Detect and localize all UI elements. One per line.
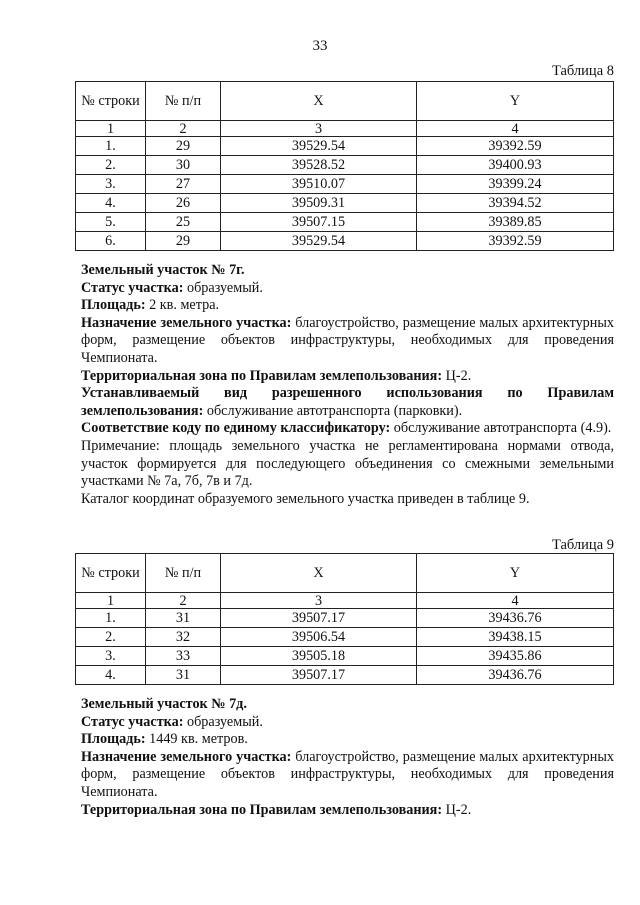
table-cell: 1. xyxy=(76,137,146,156)
table-row xyxy=(76,647,614,666)
catalog-text: Каталог координат образуемого земельного участка приведен в таблице 9. xyxy=(81,490,530,507)
purpose-label: Назначение земельного участка: xyxy=(81,314,292,331)
table-cell: 29 xyxy=(146,137,221,156)
plot-7g-section xyxy=(81,262,614,508)
use-label: Устанавливаемый вид разрешенного использования по Правилам землепользования: xyxy=(81,385,614,419)
table-cell: 39394.52 xyxy=(417,194,614,213)
purpose-value: благоустройство, размещение малых архитектурных форм, размещение объектов инфраструктуры, необходимых для проведения Чемпионата. xyxy=(81,314,614,366)
table-9-caption: Таблица 9 xyxy=(551,537,614,553)
table-cell: 2. xyxy=(76,156,146,175)
table-cell: 39400.93 xyxy=(417,156,614,175)
table-cell: 29 xyxy=(146,232,221,251)
table-cell: 39506.54 xyxy=(221,628,417,647)
table-cell: 31 xyxy=(146,609,221,628)
purpose-value: благоустройство, размещение малых архитектурных форм, размещение объектов инфраструктуры, необходимых для проведения Чемпионата. xyxy=(81,748,614,800)
header-y: Y xyxy=(417,82,614,121)
table-cell: 2 xyxy=(146,593,221,609)
purpose-label: Назначение земельного участка: xyxy=(81,748,292,765)
table-cell: 39392.59 xyxy=(417,137,614,156)
area-value: 1449 кв. метров. xyxy=(145,731,248,748)
table-cell: 4 xyxy=(417,121,614,137)
table-cell: 3 xyxy=(221,121,417,137)
page-number: 33 xyxy=(312,38,328,54)
table-cell: 39399.24 xyxy=(417,175,614,194)
table-row xyxy=(76,232,614,251)
table-cell: 39436.76 xyxy=(417,666,614,685)
table-cell: 39505.18 xyxy=(221,647,417,666)
table-cell: 39529.54 xyxy=(221,232,417,251)
table-9 xyxy=(75,553,614,685)
table-cell: 6. xyxy=(76,232,146,251)
column-number-row xyxy=(76,121,614,137)
table-cell: 39507.15 xyxy=(221,213,417,232)
code-value: обслуживание автотранспорта (4.9). xyxy=(390,420,612,437)
table-row xyxy=(76,666,614,685)
table-cell: 39507.17 xyxy=(221,666,417,685)
header-pp-no: № п/п xyxy=(146,554,221,593)
area-value: 2 кв. метра. xyxy=(145,297,220,314)
table-row xyxy=(76,194,614,213)
status-label: Статус участка: xyxy=(81,279,184,296)
table-8 xyxy=(75,81,614,251)
table-cell: 39392.59 xyxy=(417,232,614,251)
table-cell: 4 xyxy=(417,593,614,609)
area-label: Площадь: xyxy=(81,297,146,314)
status-value: образуемый. xyxy=(183,279,263,296)
code-label: Соответствие коду по единому классификатору: xyxy=(81,420,391,437)
table-cell: 1 xyxy=(76,593,146,609)
zone-value: Ц-2. xyxy=(442,367,472,384)
table-cell: 31 xyxy=(146,666,221,685)
header-row-no: № строки xyxy=(76,82,146,121)
zone-value: Ц-2. xyxy=(442,801,472,818)
column-number-row xyxy=(76,593,614,609)
table-cell: 25 xyxy=(146,213,221,232)
table-cell: 1 xyxy=(76,121,146,137)
note-text: Примечание: площадь земельного участка не регламентирована нормами отвода, участок формируется для последующего объединения со смежными земельными участками № 7а, 7б, 7в и 7д. xyxy=(81,437,614,490)
table-row xyxy=(76,213,614,232)
table-cell: 39509.31 xyxy=(221,194,417,213)
header-x: X xyxy=(221,554,417,593)
table-cell: 32 xyxy=(146,628,221,647)
table-row xyxy=(76,628,614,647)
table-cell: 4. xyxy=(76,666,146,685)
use-value: обслуживание автотранспорта (парковки). xyxy=(203,402,463,419)
header-x: X xyxy=(221,82,417,121)
table-header-row xyxy=(76,554,614,593)
zone-label: Территориальная зона по Правилам землепользования: xyxy=(81,801,443,818)
plot-7d-section xyxy=(81,696,614,819)
zone-label: Территориальная зона по Правилам землепользования: xyxy=(81,367,443,384)
table-8-caption: Таблица 8 xyxy=(551,63,614,79)
status-label: Статус участка: xyxy=(81,713,184,730)
table-cell: 3. xyxy=(76,647,146,666)
table-cell: 39436.76 xyxy=(417,609,614,628)
table-cell: 2. xyxy=(76,628,146,647)
table-row xyxy=(76,175,614,194)
table-row xyxy=(76,137,614,156)
table-cell: 39510.07 xyxy=(221,175,417,194)
status-value: образуемый. xyxy=(183,713,263,730)
table-cell: 39438.15 xyxy=(417,628,614,647)
header-pp-no: № п/п xyxy=(146,82,221,121)
table-cell: 1. xyxy=(76,609,146,628)
area-label: Площадь: xyxy=(81,731,146,748)
plot-7g-title: Земельный участок № 7г. xyxy=(81,262,245,278)
plot-7d-title: Земельный участок № 7д. xyxy=(81,696,247,712)
table-cell: 2 xyxy=(146,121,221,137)
table-cell: 39528.52 xyxy=(221,156,417,175)
table-cell: 26 xyxy=(146,194,221,213)
table-cell: 39529.54 xyxy=(221,137,417,156)
table-cell: 39389.85 xyxy=(417,213,614,232)
table-cell: 4. xyxy=(76,194,146,213)
header-y: Y xyxy=(417,554,614,593)
table-cell: 33 xyxy=(146,647,221,666)
table-cell: 5. xyxy=(76,213,146,232)
table-cell: 39435.86 xyxy=(417,647,614,666)
table-cell: 27 xyxy=(146,175,221,194)
table-cell: 30 xyxy=(146,156,221,175)
table-row xyxy=(76,609,614,628)
table-row xyxy=(76,156,614,175)
table-cell: 39507.17 xyxy=(221,609,417,628)
table-cell: 3. xyxy=(76,175,146,194)
table-cell: 3 xyxy=(221,593,417,609)
table-header-row xyxy=(76,82,614,121)
header-row-no: № строки xyxy=(76,554,146,593)
